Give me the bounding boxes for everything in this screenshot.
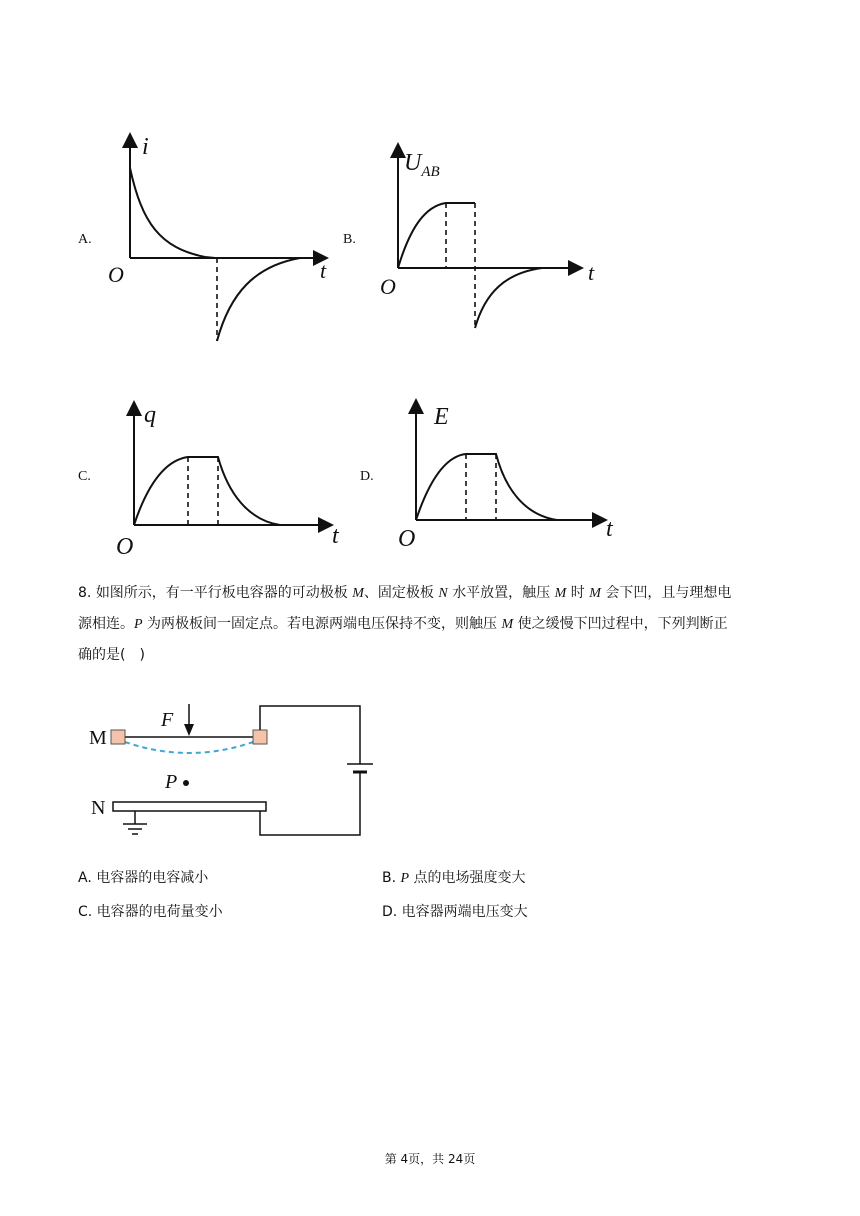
- question-line-3: 确的是( ): [78, 647, 145, 663]
- graph-b-voltage: [370, 138, 610, 338]
- choice-a: A. 电容器的电容减小: [78, 870, 209, 886]
- option-a-label: A.: [78, 232, 92, 247]
- fixed-plate-n: [113, 802, 266, 811]
- origin-label: O: [108, 262, 124, 287]
- y-axis-label: q: [144, 402, 156, 428]
- page-footer: 第 4页，共 24页: [384, 1152, 476, 1166]
- field-curve: [416, 454, 557, 520]
- point-p-label: P: [165, 771, 178, 793]
- discharging-curve: [475, 268, 542, 328]
- choice-c: C. 电容器的电荷量变小: [78, 904, 223, 920]
- graph-c-charge: [108, 398, 348, 563]
- charge-curve: [134, 457, 280, 525]
- option-d-label: D.: [360, 469, 374, 484]
- plate-m-support-left: [111, 730, 125, 744]
- wire-top: [260, 706, 360, 764]
- charging-curve: [398, 203, 475, 268]
- y-axis-label: i: [142, 134, 149, 160]
- capacitor-circuit-diagram: [85, 698, 375, 848]
- origin-label: O: [116, 534, 134, 560]
- point-p-dot: [183, 780, 189, 786]
- option-b-label: B.: [343, 232, 356, 247]
- x-axis-label: t: [332, 523, 339, 549]
- y-axis-label: E: [434, 404, 449, 430]
- question-line-2: 源相连。P 为两极板间一固定点。若电源两端电压保持不变，则触压 M 使之缓慢下凹过程中，下列判断正: [78, 616, 728, 632]
- origin-label: O: [380, 274, 396, 299]
- force-arrow-head: [184, 724, 194, 736]
- question-line-1: 8. 如图所示，有一平行板电容器的可动极板 M、固定极板 N 水平放置，触压 M 时 M 会下凹，且与理想电: [78, 585, 732, 601]
- x-axis-label: t: [320, 258, 327, 283]
- wire-bottom: [260, 772, 360, 835]
- x-axis-label: t: [588, 260, 595, 285]
- graph-a-current: [100, 128, 340, 348]
- x-axis-label: t: [606, 516, 613, 542]
- question-8: [78, 578, 788, 671]
- option-c-label: C.: [78, 469, 91, 484]
- plate-n-label: N: [91, 797, 106, 819]
- discharging-curve: [217, 258, 300, 341]
- plate-deformation-dashed: [125, 742, 253, 753]
- graph-d-field: [392, 398, 632, 558]
- y-axis-label: $U_{AB}$: [404, 150, 440, 180]
- choice-d: D. 电容器两端电压变大: [382, 904, 528, 920]
- choice-b: B. P 点的电场强度变大: [382, 870, 526, 886]
- plate-m-support-right: [253, 730, 267, 744]
- origin-label: O: [398, 526, 416, 552]
- charging-curve: [130, 168, 215, 258]
- plate-m-label: M: [89, 727, 107, 749]
- force-label: F: [161, 709, 174, 731]
